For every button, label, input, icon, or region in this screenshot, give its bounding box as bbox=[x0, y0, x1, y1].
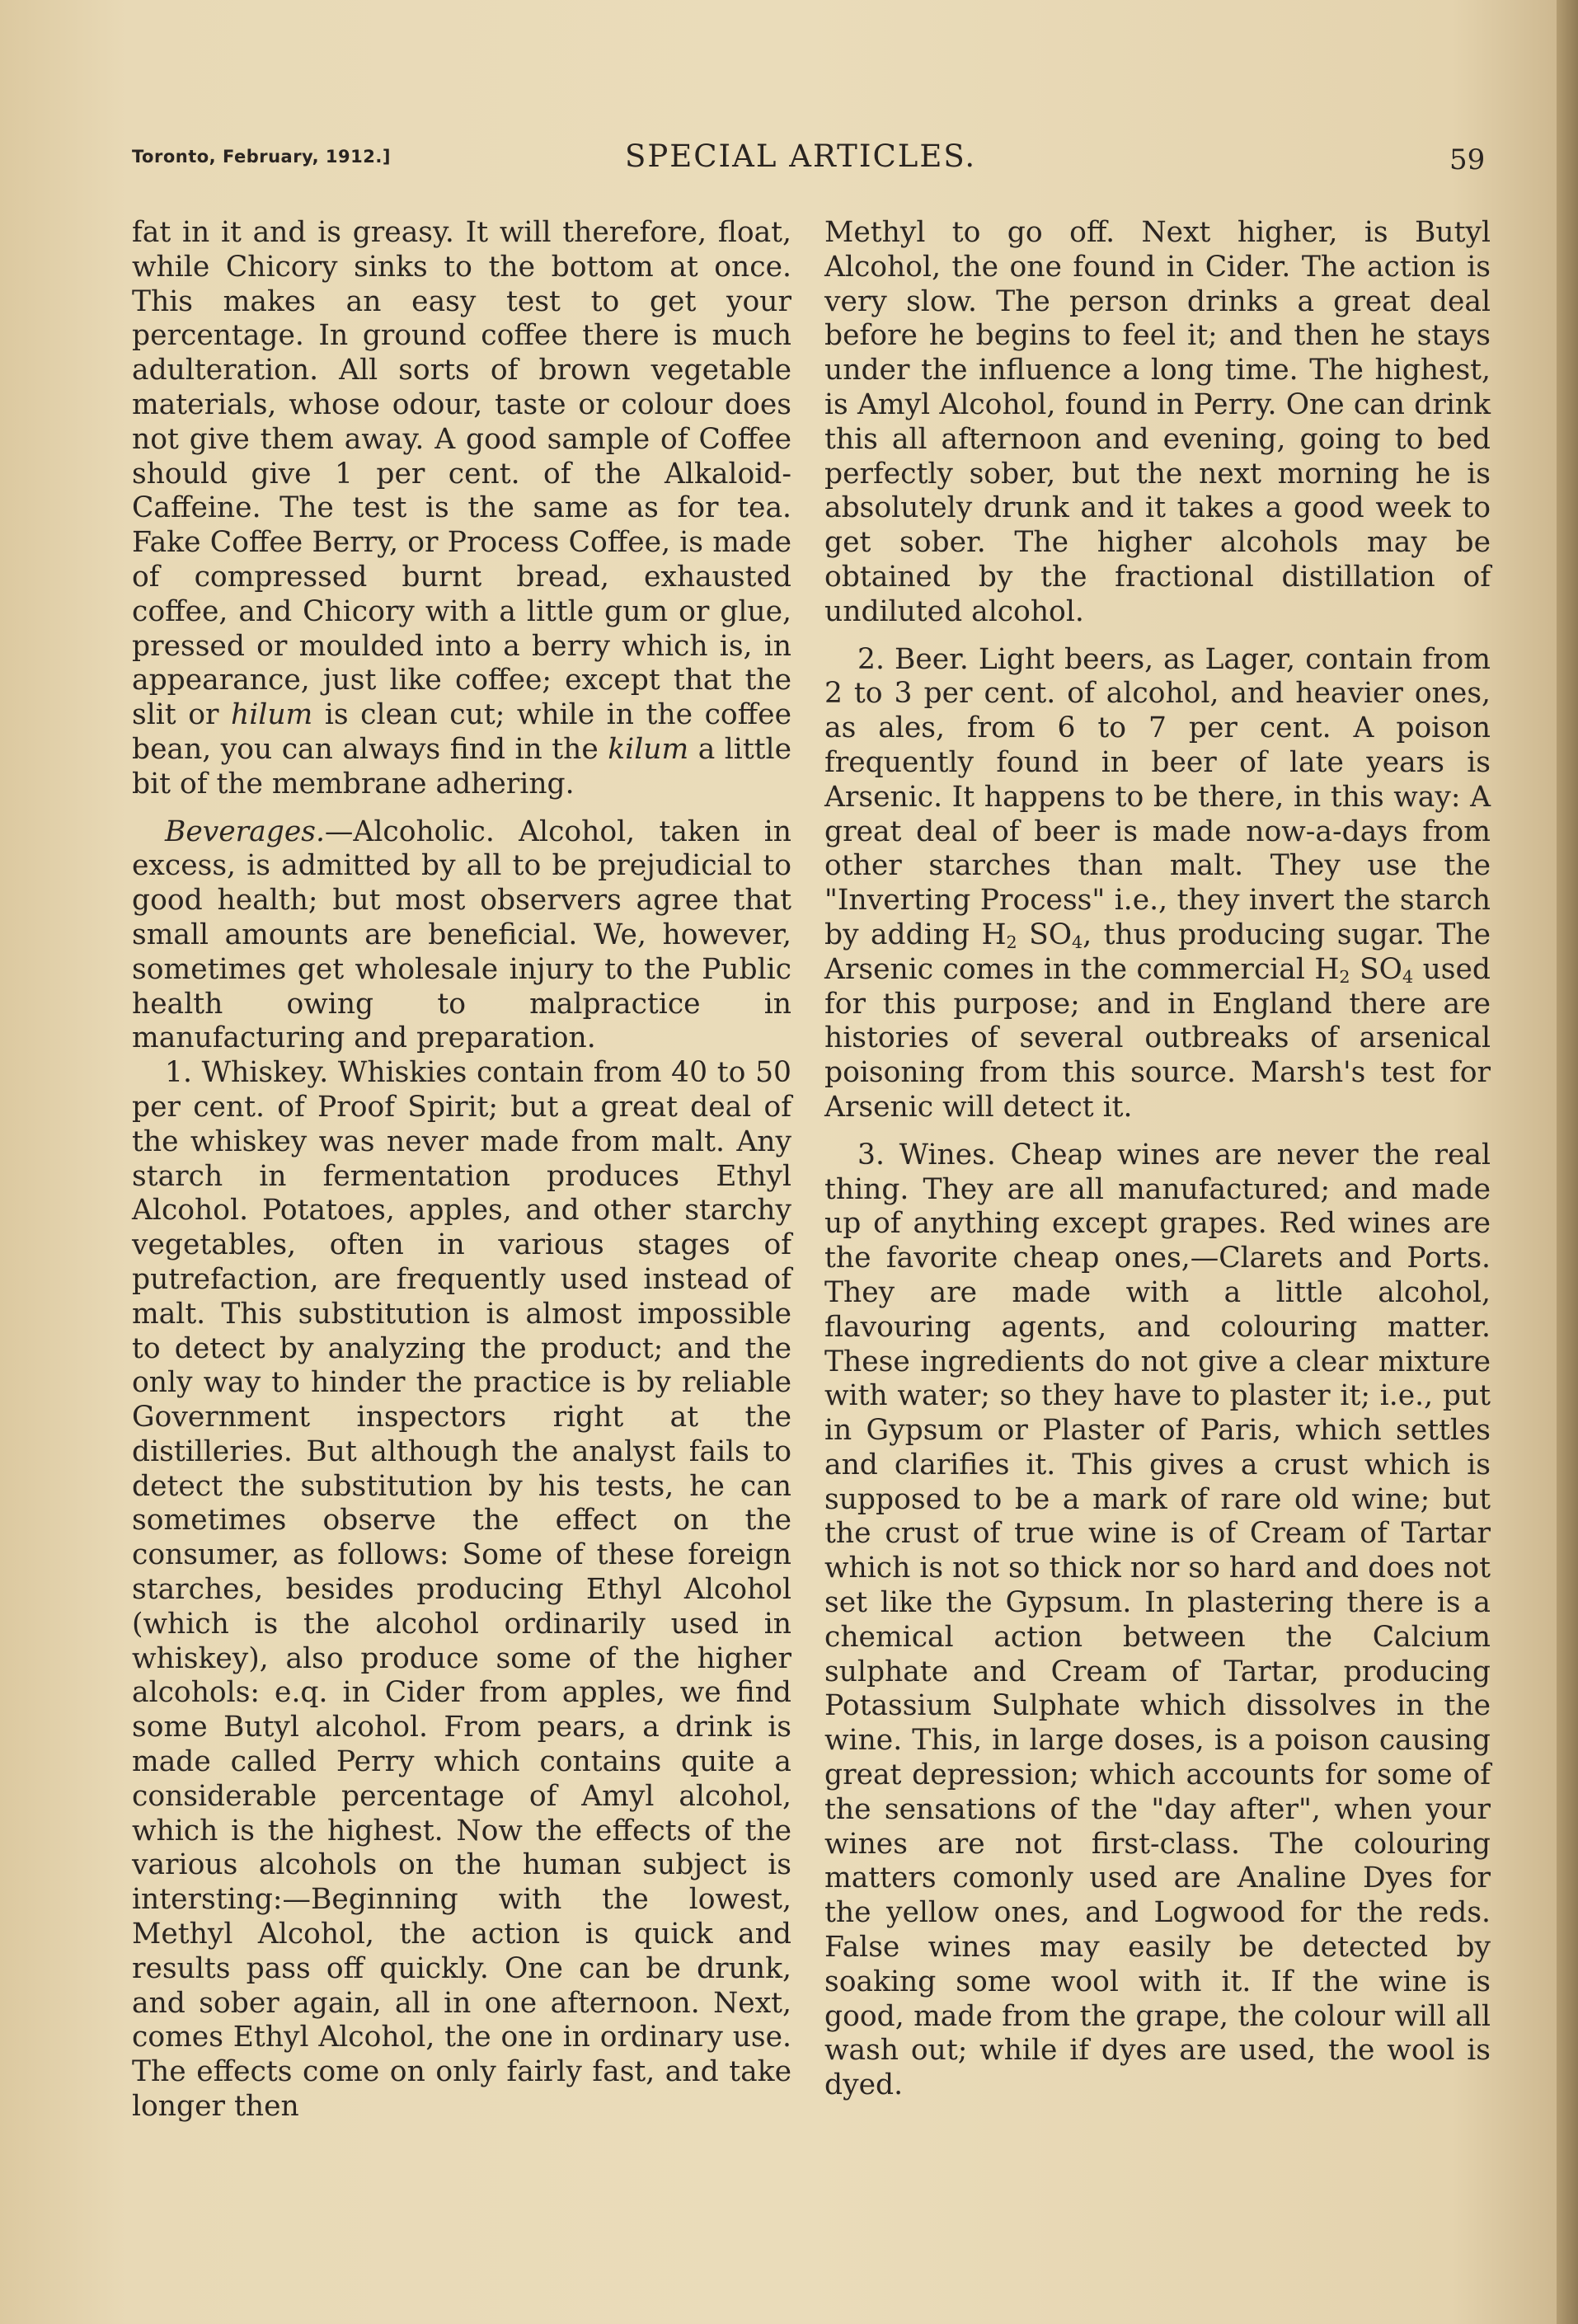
emphasis-kilum: kilum bbox=[608, 732, 689, 766]
paragraph-coffee: fat in it and is greasy. It will therefore, float, while Chicory sinks to the bottom at once. This makes an easy test to get your percentage. In ground coffee there is much adulteration. All sorts of brown vegetable materials, whose odour, taste or colour does not give them away. A good sample of Coffee should give 1 per cent. of the Alkaloid-Caffeine. The test is the same as for tea. Fake Coffee Berry, or Process Coffee, is made of compressed burnt bread, exhausted coffee, and Chicory with a little gum or glue, pressed or moulded into a berry which is, in appearance, just like coffee; except that the slit or hilum is clean cut; while in the coffee bean, you can always find in the kilum a little bit of the membrane adhering. bbox=[132, 216, 792, 800]
paragraph-beverages: Beverages.—Alcoholic. Alcohol, taken in excess, is admitted by all to be prejudicial to good health; but most observers agree that small amounts are beneficial. We, however, sometimes get wholesale injury to the Public health owing to malpractice in manufacturing and preparation. bbox=[132, 815, 791, 1055]
paragraph-beer: 2. Beer. Light beers, as Lager, contain from 2 to 3 per cent. of alcohol, and heavier ones, as ales, from 6 to 7 per cent. A poison frequently found in beer of late years is Arsenic. It happens to be there, in this way: A great deal of beer is made now-a-days from other starches than malt. They use the "Inverting Process" i.e., they invert the starch by adding $H_2$ $SO_4$, thus producing sugar. The Arsenic comes in the commercial $H_2$ $SO_4$ used for this purpose; and in England there are histories of several outbreaks of arsenical poisoning from this source. Marsh's test for Arsenic will detect it. bbox=[824, 642, 1491, 1124]
paragraph-wines: 3. Wines. Cheap wines are never the real thing. They are all manufactured; and made up of anything except grapes. Red wines are the favorite cheap ones,—Clarets and Ports. They are made with a little alcohol, flavouring agents, and colouring matter. These ingredients do not give a clear mixture with water; so they have to plaster it; i.e., put in Gypsum or Plaster of Paris, which settles and clarifies it. This gives a crust which is supposed to be a mark of rare old wine; but the crust of true wine is of Cream of Tartar which is not so thick nor so hard and does not set like the Gypsum. In plastering there is a chemical action between the Calcium sulphate and Cream of Tartar, producing Potassium Sulphate which dissolves in the wine. This, in large doses, is a poison causing great depression; which accounts for some of the sensations of the "day after", when your wines are not first-class. The colouring matters comonly used are Analine Dyes for the yellow ones, and Logwood for the reds. False wines may easily be detected by soaking some wool with it. If the wine is good, made from the grape, the colour will all wash out; while if dyes are used, the wool is dyed. bbox=[824, 1138, 1491, 2102]
emphasis-hilum: hilum bbox=[231, 698, 313, 732]
heading-beverages: Beverages. bbox=[165, 815, 325, 848]
paragraph-alcohols: Methyl to go off. Next higher, is Butyl Alcohol, the one found in Cider. The action is very slow. The person drinks a great deal before he begins to feel it; and then he stays under the influence a long time. The highest, is Amyl Alcohol, found in Perry. One can drink this all afternoon and evening, going to bed perfectly sober, but the next morning he is absolutely drunk and it takes a good week to get sober. The higher alcohols may be obtained by the fractional distillation of undiluted alcohol. bbox=[824, 216, 1491, 628]
section-title: SPECIAL ARTICLES. bbox=[625, 139, 977, 174]
dateline: Toronto, February, 1912.] bbox=[132, 147, 391, 167]
right-column bbox=[824, 216, 1491, 2103]
running-head bbox=[132, 139, 1492, 188]
page-number: 59 bbox=[1449, 143, 1486, 176]
left-column bbox=[132, 216, 791, 2124]
paragraph-whiskey: 1. Whiskey. Whiskies contain from 40 to 50 per cent. of Proof Spirit; but a great deal of the whiskey was never made from malt. Any starch in fermentation produces Ethyl Alcohol. Potatoes, apples, and other starchy vegetables, often in various stages of putrefaction, are frequently used instead of malt. This substitution is almost impossible to detect by analyzing the product; and the only way to hinder the practice is by reliable Government inspectors right at the distilleries. But although the analyst fails to detect the substitution by his tests, he can sometimes observe the effect on the consumer, as follows: Some of these foreign starches, besides producing Ethyl Alcohol (which is the alcohol ordinarily used in whiskey), also produce some of the higher alcohols: e.q. in Cider from apples, we find some Butyl alcohol. From pears, a drink is made called Perry which contains quite a considerable percentage of Amyl alcohol, which is the highest. Now the effects of the various alcohols on the human subject is intersting:—Beginning with the lowest, Methyl Alcohol, the action is quick and results pass off quickly. One can be drunk, and sober again, all in one afternoon. Next, comes Ethyl Alcohol, the one in ordinary use. The effects come on only fairly fast, and take longer then bbox=[132, 1056, 791, 2124]
page-spine-shadow bbox=[1557, 0, 1578, 2324]
